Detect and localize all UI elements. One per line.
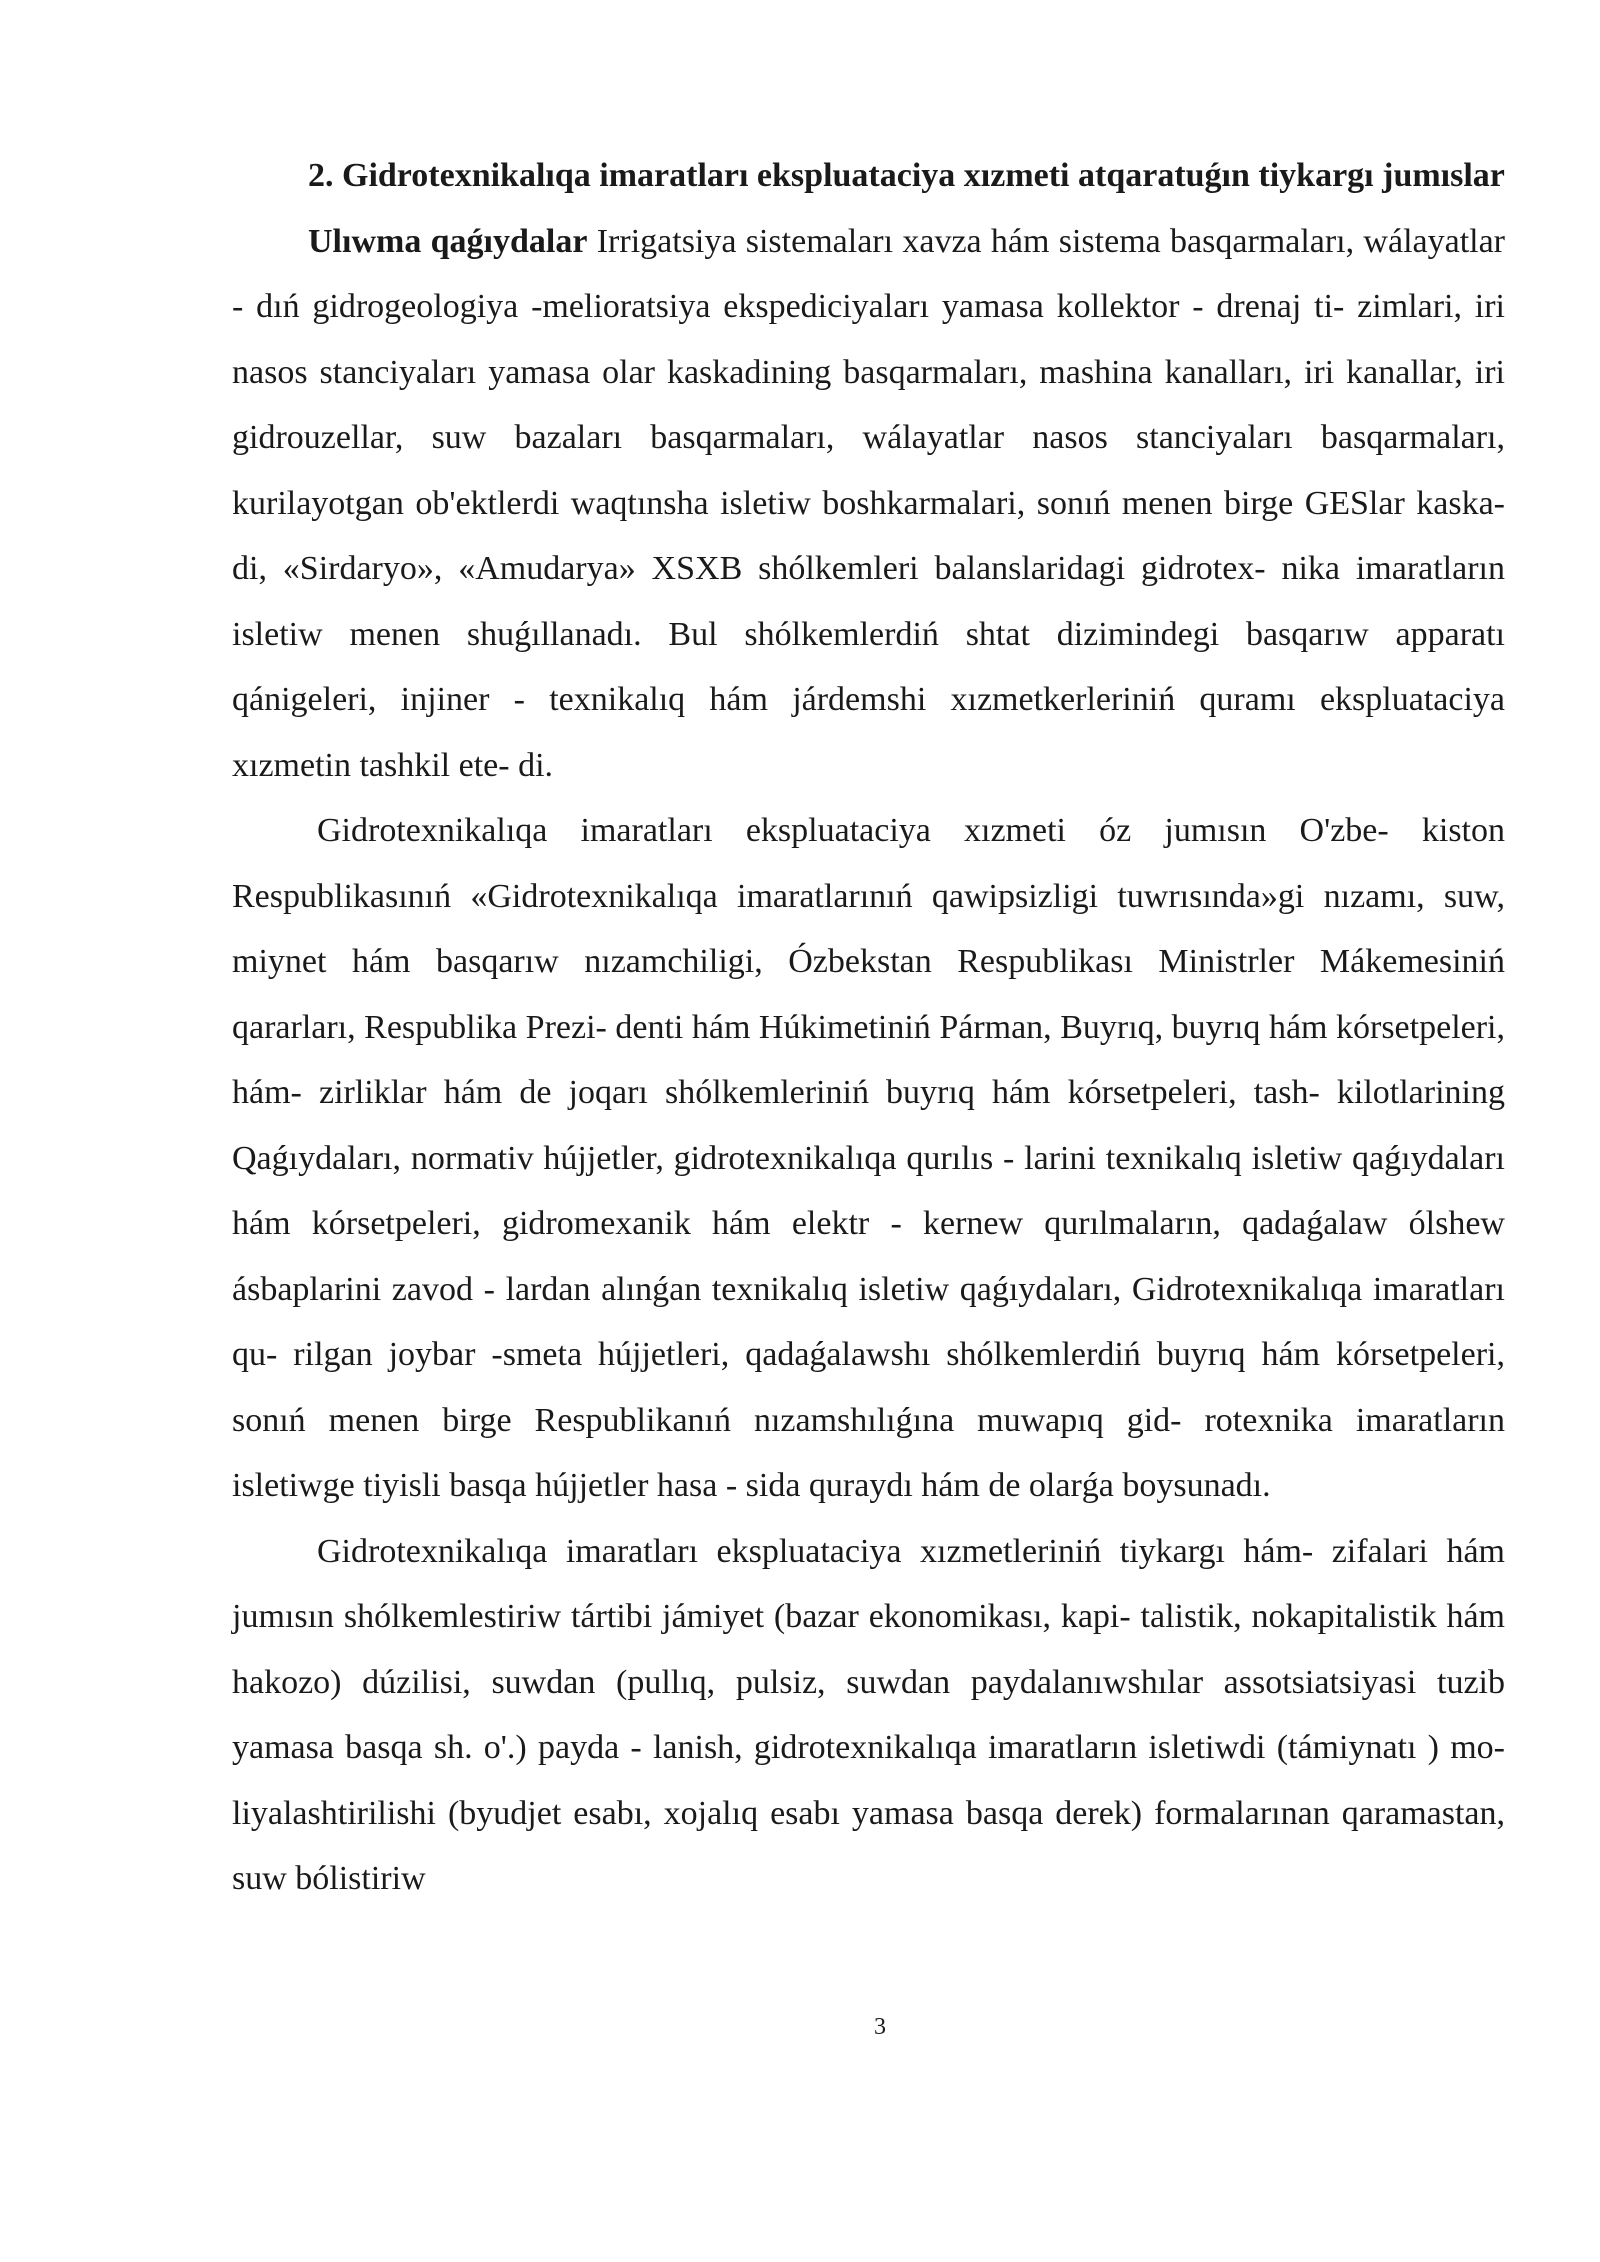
section-heading: 2. Gidrotexnikalıqa imaratları ekspluataciya xızmeti atqaratuǵın tiykargı jumıslar [308, 157, 1505, 194]
paragraph-general-rules-text: Irrigatsiya sistemaları xavza hám sistema basqarmaları, wálayatlar - dıń gidrogeologiya -melioratsiya ekspediciyaları yamasa kollektor - drenaj ti- zimlari, iri nasos stanciyaları yamasa olar kaskadining basqarmaları, mashina kanalları, iri kanallar, iri gidrouzellar, suw bazaları basqarmaları, wálayatlar nasos stanciyaları basqarmaları, kurilayotgan ob'ektlerdi waqtınsha isletiw boshkarmalari, sonıń menen birge GESlar kaska- di, «Sirdaryo», «Amudarya» XSXB shólkemleri balanslaridagi gidrotex- nika imaratların isletiw menen shuǵıllanadı. Bul shólkemlerdiń shtat dizimindegi basqarıw apparatı qánigeleri, injiner - texnikalıq hám járdemshi xızmetkerleriniń quramı ekspluataciya xızmetin tashkil ete- di. [232, 222, 1505, 784]
paragraph-general-rules [232, 209, 1505, 799]
page-number: 3 [874, 2014, 886, 2040]
document-body [232, 143, 1505, 1912]
paragraph-legal-basis: Gidrotexnikalıqa imaratları ekspluataciya xızmeti óz jumısın O'zbe- kiston Respublikasınıń «Gidrotexnikalıqa imaratlarınıń qawipsizligi tuwrısında»gi nızamı, suw, miynet hám basqarıw nızamchiligi, Ózbekstan Respublikası Ministrler Mákemesiniń qararları, Respublika Prezi- denti hám Húkimetiniń Párman, Buyrıq, buyrıq hám kórsetpeleri, hám- zirliklar hám de joqarı shólkemleriniń buyrıq hám kórsetpeleri, tash- kilotlarining Qaǵıydaları, normativ hújjetler, gidrotexnikalıqa qurılıs - larini texnikalıq isletiw qaǵıydaları hám kórsetpeleri, gidromexanik hám elektr - kernew qurılmaların, qadaǵalaw ólshew ásbaplarini zavod - lardan alınǵan texnikalıq isletiw qaǵıydaları, Gidrotexnikalıqa imaratları qu- rilgan joybar -smeta hújjetleri, qadaǵalawshı shólkemlerdiń buyrıq hám kórsetpeleri, sonıń menen birge Respublikanıń nızamshılıǵına muwapıq gid- rotexnika imaratların isletiwge tiyisli basqa hújjetler hasa - sida quraydı hám de olarǵa boysunadı. [232, 812, 1505, 1504]
subheading-general-rules: Ulıwma qaǵıydalar [308, 222, 588, 260]
paragraph-main-tasks: Gidrotexnikalıqa imaratları ekspluataciya xızmetleriniń tiykargı hám- zifalari hám jumısın shólkemlestiriw tártibi jámiyet (bazar ekonomikası, kapi- talistik, nokapitalistik hám hakozo) dúzilisi, suwdan (pullıq, pulsiz, suwdan paydalanıwshılar assotsiatsiyasi tuzib yamasa basqa sh. o'.) payda - lanish, gidrotexnikalıqa imaratların isletiwdi (támiynatı ) mo- liyalashtirilishi (byudjet esabı, xojalıq esabı yamasa basqa derek) formalarınan qaramastan, suw bólistiriw [232, 1532, 1505, 1897]
